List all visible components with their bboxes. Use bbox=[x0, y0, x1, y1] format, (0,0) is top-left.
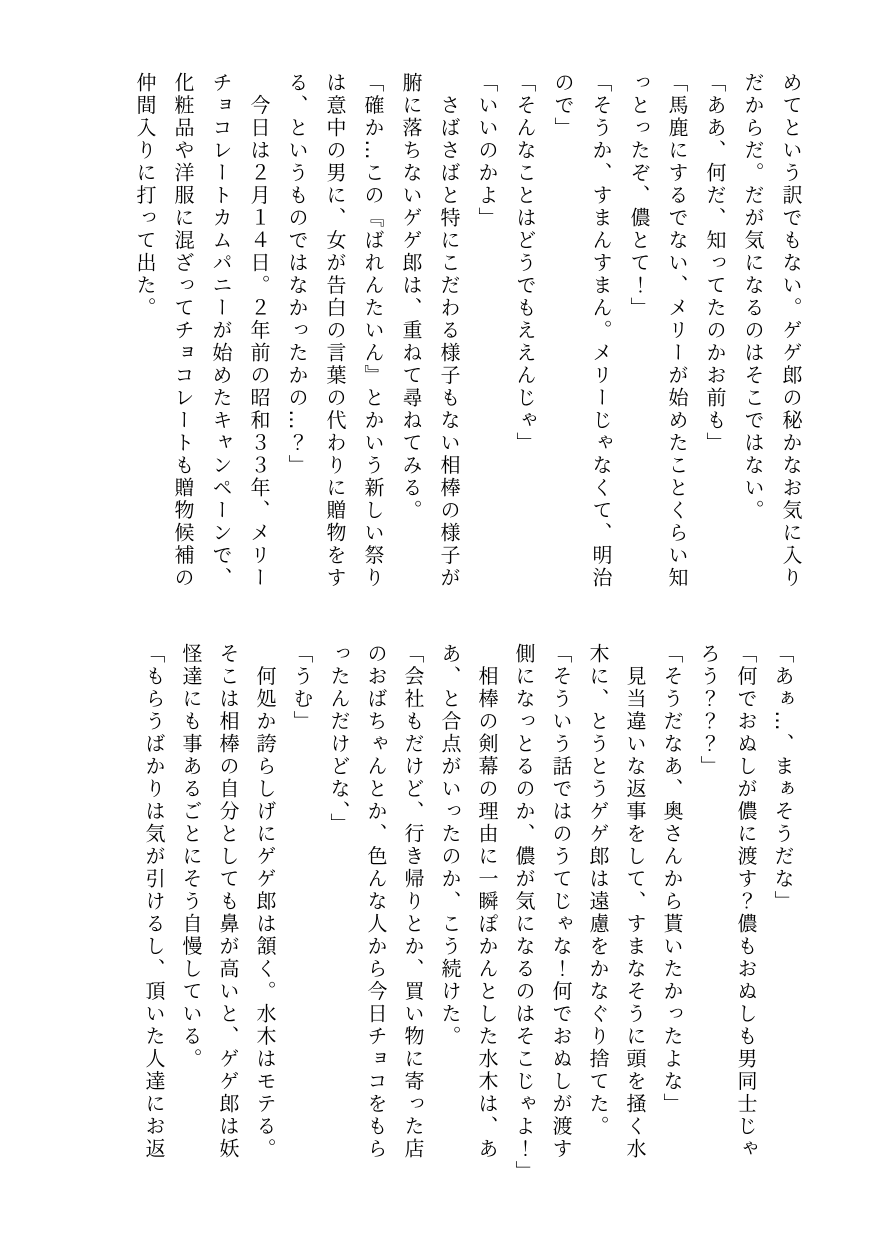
text-line: 「確か…この『ばれんたいん』とかいう新しい祭り bbox=[361, 72, 385, 590]
text-line: 「いいのかよ」 bbox=[475, 72, 499, 230]
text-line: 何処か誇らしげにゲゲ郎は頷く。水木はモテる。 bbox=[253, 643, 277, 1161]
lower-text-block bbox=[135, 643, 801, 1203]
text-line: 「あぁ…、まぁそうだな」 bbox=[771, 643, 795, 913]
text-line: は意中の男に、女が告白の言葉の代わりに贈物をす bbox=[323, 72, 347, 590]
text-line: 側になっとるのか、儂が気になるのはそこじゃよ！」 bbox=[512, 643, 536, 1183]
text-line: のおばちゃんとか、色んな人から今日チョコをもら bbox=[364, 643, 388, 1161]
text-line: あ、と合点がいったのか、こう続けた。 bbox=[438, 643, 462, 1048]
text-line: 「ああ、何だ、知ってたのかお前も」 bbox=[703, 72, 727, 455]
upper-text-block bbox=[126, 72, 810, 617]
text-line: さばさばと特にこだわる様子もない相棒の様子が bbox=[437, 72, 461, 590]
text-line: 「そんなことはどうでもええんじゃ」 bbox=[513, 72, 537, 455]
text-line: 怪達にも事あるごとにそう自慢している。 bbox=[179, 643, 203, 1071]
text-line: 「そうだなあ、奥さんから貰いたかったよな」 bbox=[660, 643, 684, 1116]
text-line: 化粧品や洋服に混ざってチョコレートも贈物候補の bbox=[171, 72, 195, 590]
text-line: 「そういう話ではのうてじゃな！何でおぬしが渡す bbox=[549, 643, 573, 1161]
text-line: 「うむ」 bbox=[290, 643, 314, 733]
text-line: る、というものではなかったかの…？」 bbox=[285, 72, 309, 477]
text-line: 「会社もだけど、行き帰りとか、買い物に寄った店 bbox=[401, 643, 425, 1161]
text-line: 見当違いな返事をして、すまなそうに頭を掻く水 bbox=[623, 643, 647, 1161]
text-line: ろう？？？」 bbox=[697, 643, 721, 778]
text-line: 腑に落ちないゲゲ郎は、重ねて尋ねてみる。 bbox=[399, 72, 423, 522]
text-line: っとったぞ、儂とて！」 bbox=[627, 72, 651, 320]
text-line: 木に、とうとうゲゲ郎は遠慮をかなぐり捨てた。 bbox=[586, 643, 610, 1138]
text-line: 「そうか、すまんすまん。メリーじゃなくて、明治 bbox=[589, 72, 613, 590]
text-line: 「馬鹿にするでない、メリーが始めたことくらい知 bbox=[665, 72, 689, 590]
text-line: めてという訳でもない。ゲゲ郎の秘かなお気に入り bbox=[779, 72, 803, 590]
text-line: 相棒の剣幕の理由に一瞬ぽかんとした水木は、あ bbox=[475, 643, 499, 1161]
text-line: だからだ。だが気になるのはそこではない。 bbox=[741, 72, 765, 522]
text-line: そこは相棒の自分としても鼻が高いと、ゲゲ郎は妖 bbox=[216, 643, 240, 1161]
text-line: 今日は２月１４日。２年前の昭和３３年、メリー bbox=[247, 72, 271, 590]
text-line: チョコレートカムパニーが始めたキャンペーンで、 bbox=[209, 72, 233, 590]
text-line: ので」 bbox=[551, 72, 575, 140]
text-line: 「もらうばかりは気が引けるし、頂いた人達にお返 bbox=[142, 643, 166, 1161]
text-line: 「何でおぬしが儂に渡す？儂もおぬしも男同士じゃ bbox=[734, 643, 758, 1161]
text-line: 仲間入りに打って出た。 bbox=[133, 72, 157, 320]
text-line: ったんだけどな、」 bbox=[327, 643, 351, 836]
